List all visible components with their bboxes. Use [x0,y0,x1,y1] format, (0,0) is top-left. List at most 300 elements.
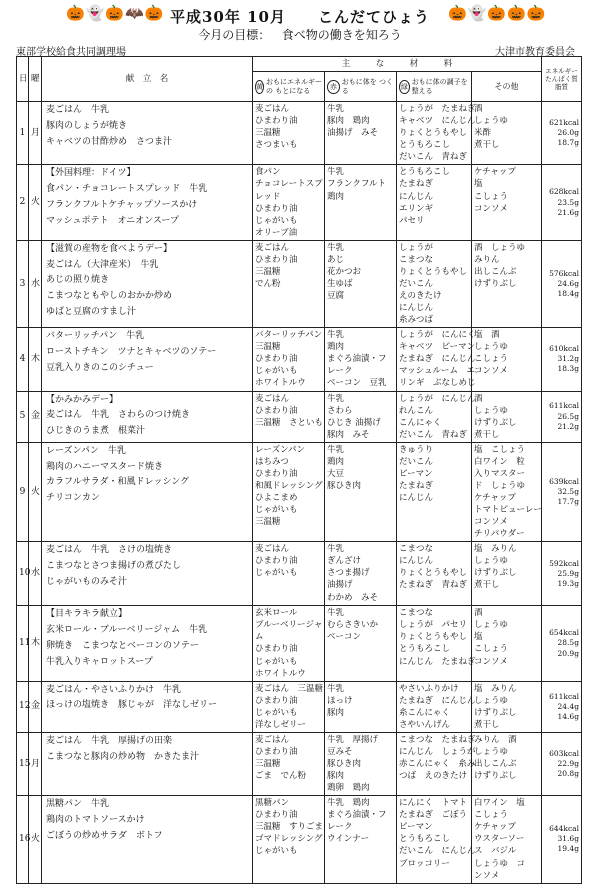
menu-item: こまつなともやしのおかか炒め [46,291,173,301]
ingredient-line: こまつな たまねぎ [399,734,476,745]
ingredient-line: 豚肉 鶏肉 [327,116,370,127]
nutrition-value: 25.9g [557,568,580,578]
weekday-cell: 火 [29,442,42,542]
menu-cell [42,681,253,732]
ingredient-line: レッド [255,191,281,202]
other-ingredients-cell [472,328,542,391]
nutrition-value: 19.4g [557,844,580,854]
halloween-decoration-left: 🎃👻🎃🦇🎃 [66,4,165,22]
green-group-desc: おもに体の調子を 整える [411,78,468,95]
menu-item: キャベツの甘酢炒め さつま汁 [46,136,173,147]
ingredient-line: ベーコン 豆乳 [327,378,387,389]
ingredient-line: レーズンパン [255,444,305,455]
ingredient-line: コンソメ [474,366,508,377]
ingredient-line: さつまいも [255,140,298,151]
col-green [397,72,472,102]
other-ingredients-cell [472,442,542,542]
ingredient-line: 鶏肉 [327,191,345,202]
menu-item: ゆばと豆腐のすまし汁 [46,306,137,317]
ingredient-line: ピーマン [399,822,433,833]
ingredient-line: じゃがいも [255,707,298,718]
red-ingredients-cell [325,542,397,606]
ingredient-line: 牛乳 [327,608,345,619]
ingredient-line: しょうゆ [474,556,509,567]
ingredient-line: りょくとうもやし [399,568,468,579]
nutrition-value: 639kcal [549,476,580,486]
ingredient-line: さやいんげん [399,719,451,730]
ingredient-line: こしょう [474,191,509,202]
ingredient-line: れんこん [399,405,434,416]
menu-item: 麦ごはん 牛乳 [46,105,110,116]
ingredient-line: 三温糖 [255,342,281,353]
ingredient-line: 三温糖 [255,266,281,277]
table-row [17,542,582,606]
other-ingredients-cell [472,796,542,883]
ingredient-line: たまねぎ [399,179,434,190]
green-ingredients-cell [397,442,472,542]
ingredient-line: 酒 [474,104,483,115]
ingredient-line: けずりぶし [474,568,517,579]
nutrition-cell [542,442,582,542]
other-ingredients-cell [472,542,542,606]
ingredient-line: 牛乳 [327,544,345,555]
ingredient-line: 麦ごはん [255,104,290,115]
nutrition-value: 32.5g [557,486,580,496]
red-group-icon: 赤 [327,80,340,94]
ingredient-line: りょくとうもやし [399,266,468,277]
ingredient-line: きゅうり [399,444,434,455]
nutrition-value: 611kcal [549,691,580,701]
ingredient-line: ンソメ [474,870,500,881]
menu-item: じゃがいものみそ汁 [46,576,128,587]
yellow-ingredients-cell [253,165,325,240]
ingredient-line: りょくとうもやし [399,632,468,643]
menu-cell [42,391,253,442]
nutrition-cell [542,681,582,732]
menu-cell [42,796,253,883]
col-yellow [253,72,325,102]
green-ingredients-cell [397,165,472,240]
ingredient-line: ひじき 油揚げ [327,417,381,428]
menu-item: 麦ごはん・やさいふりかけ 牛乳 [46,684,182,695]
ingredient-line: しょうゆ [474,746,509,757]
nutrition-value: 592kcal [549,558,580,568]
menu-item: 麦ごはん 牛乳 厚揚げの田楽 [46,735,173,746]
ingredient-line: はちみつ [255,456,289,467]
ingredient-line: 油揚げ [327,580,353,591]
ingredient-line: えのきたけ [399,291,442,301]
yellow-ingredients-cell [253,606,325,681]
ingredient-line: チリパウダー [474,529,525,540]
ingredient-line: 豚肉 [327,771,345,782]
green-ingredients-cell [397,606,476,681]
ingredient-line: にんじん [399,493,434,503]
ingredient-line: 煮干し [474,580,500,591]
ingredient-line: たまねぎ 青ねぎ [399,580,468,591]
weekday-cell: 月 [29,732,42,795]
ingredient-line: けずりぶし [474,417,517,428]
ingredient-line: あじ [327,254,345,265]
ingredient-line: 牛乳 [327,393,345,404]
ingredient-line: ウインナー [327,834,370,845]
day-number-cell: 12 [17,681,29,732]
menu-item: 麦ごはん 牛乳 さわらのつけ焼き [46,410,191,421]
ingredient-line: レーク [327,366,353,377]
yellow-ingredients-cell [253,102,325,165]
yellow-ingredients-cell [253,681,325,732]
nutrition-value: 628kcal [549,187,580,197]
ingredient-line: 麦ごはん [255,734,290,745]
menu-item: 【外国料理：ドイツ】 [46,168,136,179]
yellow-group-desc: おもにエネルギーの もとになる [266,78,322,95]
red-ingredients-cell [325,442,397,542]
ingredient-line: じゃがいも [255,505,298,516]
menu-item: 豆乳入りきのこのシチュー [46,362,154,373]
ingredient-line: にんじん [399,191,434,202]
ingredient-line: やさいふりかけ [399,683,459,694]
ingredient-line: にんじん [399,556,434,567]
ingredient-line: しょうゆ [474,342,509,353]
ingredient-line: しょうが パセリ [399,620,468,631]
green-ingredients-cell [397,542,472,606]
menu-item: レーズンパン 牛乳 [46,445,126,456]
ingredient-line: けずりぶし [474,771,517,782]
ingredient-line: だいこん 青ねぎ [399,152,468,163]
col-dow: 曜 [29,57,42,102]
ingredient-line: ホワイトルウ [255,668,306,679]
menu-item: 【滋賀の産物を食べようデー】 [46,243,173,254]
green-ingredients-cell [397,328,476,391]
ingredient-line: 麦ごはん 三温糖 [255,683,324,694]
ingredient-line: さつま揚げ [327,568,370,579]
ingredient-line: バターリッチパン [255,330,323,341]
weekday-cell: 火 [29,165,42,240]
ingredient-line: マッシュルーム エ [399,366,475,377]
ingredient-line: ひまわり油 [255,746,298,757]
nutrition-value: 19.3g [557,578,580,588]
ingredient-line: リンギ ぶなしめじ [399,378,476,389]
col-nutrition: エネルギー たんぱく質 脂質 [542,57,582,102]
ingredient-line: しょうゆ [474,620,509,631]
ingredient-line: ひまわり油 [255,254,298,265]
ingredient-line: たまねぎ ごぼう [399,810,468,821]
nutrition-value: 18.7g [557,138,580,148]
green-group-icon: 緑 [399,80,410,94]
green-ingredients-cell [397,796,476,883]
ingredient-line: 三温糖 すりごま [255,822,324,833]
ingredient-line: 鶏卵 鶏肉 [327,783,370,794]
ingredient-line: ゴマドレッシング [255,834,323,845]
table-row [17,606,582,681]
ingredient-line: にんじん [399,303,434,314]
ingredient-line: とうもろこし [399,834,451,845]
ingredient-line: ウスターソー [474,834,525,845]
nutrition-value: 18.4g [557,289,580,299]
ingredient-line: 麦ごはん [255,544,290,555]
ingredient-line: だいこん にんじん [399,846,476,857]
green-ingredients-cell [397,391,476,442]
ingredient-line: 和風ドレッシング [255,480,323,491]
menu-cell [42,542,253,606]
ingredient-line: エリンギ [399,203,434,214]
col-day: 日 [17,57,29,102]
ingredient-line: 黒糖パン [255,798,290,809]
ingredient-line: ス バジル [474,846,517,857]
page-title: 平成30年 10月 こんだてひょう [170,8,430,26]
ingredient-line: 米酢 [474,128,492,139]
ingredient-line: でん粉 [255,278,281,289]
menu-cell [42,732,253,795]
ingredient-line: ひまわり油 [255,116,298,127]
menu-item: 食パン・チョコレートスプレッド 牛乳 [46,184,208,195]
ingredient-line: オリーブ油 [255,227,298,238]
ingredient-line: 塩 こしょう [474,444,526,455]
nutrition-value: 654kcal [549,628,580,638]
ingredient-line: 生ゆば [327,278,353,289]
menu-cell [42,442,253,542]
ingredient-line: 酒 [474,608,483,619]
ingredient-line: けずりぶし [474,278,517,289]
day-number-cell: 10 [17,542,29,606]
ingredient-line: 三温糖 [255,517,281,528]
other-ingredients-cell [472,606,542,681]
ingredient-line: 赤こんにゃく 糸み [399,759,476,769]
nutrition-cell [542,102,582,165]
green-ingredients-cell [397,681,476,732]
page-header [0,0,599,58]
ingredient-line: さわら [327,405,353,416]
ingredient-line: たまねぎ [399,480,434,491]
day-number-cell: 16 [17,796,29,883]
table-row [17,442,582,542]
menu-item: 【目キラキラ献立】 [46,609,128,620]
ingredient-line: 豚ひき肉 [327,759,362,769]
ingredient-line: しょうゆ コ [474,858,526,869]
menu-cell [42,102,253,165]
ingredient-line: コンソメ [474,203,508,214]
ingredient-line: 油揚げ みそ [327,128,379,139]
nutrition-cell [542,542,582,606]
red-ingredients-cell [325,391,397,442]
ingredient-line: ひまわり油 [255,810,298,821]
ingredient-line: 糸こんにゃく [399,707,450,718]
red-ingredients-cell [325,796,397,883]
ingredient-line: 牛乳 厚揚げ [327,734,379,745]
ingredient-line: 糸みつば [399,315,433,326]
nutrition-value: 20.8g [557,769,580,779]
nutrition-value: 17.7g [557,497,580,507]
nutrition-value: 576kcal [549,268,580,278]
ingredient-line: 牛乳 [327,330,345,341]
red-ingredients-cell [325,606,397,681]
day-number-cell: 5 [17,391,29,442]
ingredient-line: だいこん [399,278,434,289]
menu-table [16,56,582,884]
ingredient-line: ム [255,632,264,643]
nutrition-value: 26.5g [557,411,580,421]
ingredient-line: 牛乳 [327,444,345,455]
ingredient-line: こしょう [474,810,509,821]
menu-table-body [17,102,582,884]
nutrition-cell [542,606,582,681]
table-row [17,240,582,327]
ingredient-line: じゃがいも [255,215,298,226]
ingredient-line: こまつな [399,608,434,619]
ingredient-line: 食パン [255,167,281,178]
weekday-cell: 水 [29,542,42,606]
menu-item: 玄米ロール・ブルーベリージャム 牛乳 [46,625,208,635]
ingredient-line: 白ワイン 塩 [474,798,525,809]
other-ingredients-cell [472,732,542,795]
weekday-cell: 金 [29,391,42,442]
ingredient-line: じゃがいも [255,656,298,667]
menu-item: 牛乳入りキャロットスープ [46,656,153,667]
menu-item: 黒糖パン 牛乳 [46,799,110,810]
board-name: 大津市教育委員会 [495,47,575,58]
menu-item: カラフルサラダ・和風ドレッシング [46,477,190,488]
table-row [17,681,582,732]
ingredient-line: ひまわり油 [255,644,298,655]
ingredient-line: みりん [474,254,500,265]
ingredient-line: わかめ みそ [327,592,379,603]
yellow-ingredients-cell [253,542,325,606]
goal-label: 今月の目標： [198,28,271,42]
weekday-cell: 火 [29,796,42,883]
day-number-cell: 4 [17,328,29,391]
nutrition-value: 31.6g [557,834,580,844]
ingredient-line: 酒 [474,393,483,404]
ingredient-line: 牛乳 [327,104,345,115]
nutrition-cell [542,796,582,883]
ingredient-line: 牛乳 鶏肉 [327,798,370,809]
ingredient-line: ほっけ [327,695,353,706]
ingredient-line: 豚肉 [327,707,345,718]
yellow-ingredients-cell [253,796,325,883]
ingredient-line: ひよこまめ [255,493,298,503]
nutrition-value: 610kcal [549,344,580,354]
ingredient-line: ベーコン [327,632,362,643]
nutrition-value: 26.0g [557,128,580,138]
ingredient-line: ひまわり油 [255,468,298,479]
day-number-cell: 15 [17,732,29,795]
yellow-ingredients-cell [253,732,325,795]
ingredient-line: ぎんざけ [327,556,362,567]
weekday-cell: 木 [29,328,42,391]
ingredient-line: 塩 みりん [474,544,517,555]
ingredient-line: むらさきいか [327,620,379,631]
ingredient-line: 酒 しょうゆ [474,242,526,253]
red-ingredients-cell [325,681,397,732]
red-group-desc: おもに体を つくる [341,78,393,95]
ingredient-line: 白ワイン 粒 [474,456,525,467]
ingredient-line: こまつな [399,254,434,265]
nutrition-value: 20.9g [557,648,580,658]
ingredient-line: にんじん しょうが [399,746,476,757]
menu-item: フランクフルトケチャップソースかけ [46,199,198,210]
ingredient-line: だいこん 青ねぎ [399,429,468,440]
ingredient-line: 塩 みりん [474,683,517,694]
ingredient-line: ひまわり油 [255,203,298,214]
red-ingredients-cell [325,732,397,795]
ingredient-line: りょくとうもやし [399,128,468,139]
yellow-ingredients-cell [253,391,325,442]
ingredient-line: 三温糖 [255,759,281,769]
ingredient-line: けずりぶし [474,707,517,718]
table-row [17,796,582,883]
school-name: 東部学校給食共同調理場 [16,47,126,58]
nutrition-value: 28.5g [557,638,580,648]
ingredient-line: 煮干し [474,429,500,440]
other-ingredients-cell [472,681,542,732]
ingredient-line: ホワイトルウ [255,378,306,389]
nutrition-cell [542,391,582,442]
ingredient-line: ひまわり油 [255,405,298,416]
nutrition-value: 14.6g [557,711,580,721]
col-other: その他 [472,72,542,102]
ingredient-line: 三温糖 さといも [255,417,324,428]
menu-cell [42,165,253,240]
ingredient-line: ド しょうゆ [474,480,526,491]
ingredient-line: ピーマン [399,468,433,479]
menu-item: 麦ごはん 牛乳 さけの塩焼き [46,545,173,556]
red-ingredients-cell [325,328,397,391]
ingredient-line: 塩 [474,632,483,643]
menu-item: 卵焼き こまつなとベーコンのソテー [46,640,199,651]
red-ingredients-cell [325,165,397,240]
ingredient-line: チョコレートスプ [255,179,323,190]
ingredient-line: にんじん たまねぎ [399,656,476,667]
ingredient-line: 牛乳 [327,683,345,694]
nutrition-value: 21.2g [557,421,580,431]
ingredient-line: とうもろこし [399,644,451,655]
ingredient-line: だいこん [399,456,434,467]
yellow-ingredients-cell [253,240,325,327]
menu-item: ごぼうの炒めサラダ ボトフ [46,830,163,841]
menu-item: あじの照り焼き [46,275,110,286]
weekday-cell: 水 [29,240,42,327]
ingredient-line: ごま でん粉 [255,771,307,782]
ingredient-line: こしょう [474,354,509,365]
menu-item: チリコンカン [46,493,100,503]
ingredient-line: ケチャップ [474,167,516,178]
ingredient-line: ブロッコリー [399,858,450,869]
ingredient-line: ひまわり油 [255,354,298,365]
ingredient-line: こまつな [399,544,434,555]
ingredient-line: たまねぎ にんじん [399,695,476,706]
weekday-cell: 金 [29,681,42,732]
ingredient-line: 煮干し [474,140,500,151]
ingredient-line: 麦ごはん [255,393,290,404]
ingredient-line: 豚ひき肉 [327,480,362,491]
menu-item: ローストチキン ツナとキャベツのソテー [46,346,217,357]
ingredient-line: 塩 酒 [474,330,500,341]
day-number-cell: 2 [17,165,29,240]
nutrition-value: 21.6g [557,207,580,217]
day-number-cell: 1 [17,102,29,165]
ingredient-line: しょうゆ [474,695,509,706]
nutrition-cell [542,732,582,795]
day-number-cell: 9 [17,442,29,542]
ingredient-line: 鶏肉 [327,456,345,467]
other-ingredients-cell [472,102,542,165]
weekday-cell: 木 [29,606,42,681]
ingredient-line: 豆みそ [327,746,353,757]
other-ingredients-cell [472,391,542,442]
menu-item: 麦ごはん（大津産米） 牛乳 [46,259,159,270]
nutrition-cell [542,240,582,327]
ingredient-line: 花かつお [327,266,362,277]
ingredient-line: しょうが にんじん [399,393,476,404]
